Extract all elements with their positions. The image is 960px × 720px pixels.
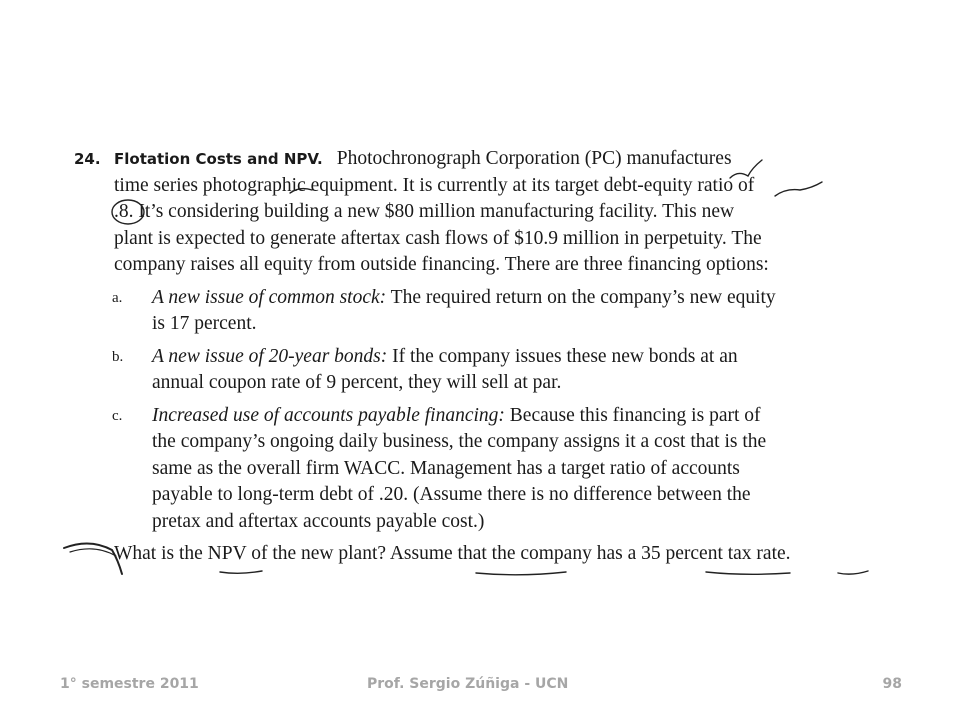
intro-line-1: time series photographic equipment. It is currently at its target debt-equity ratio of xyxy=(114,174,755,196)
intro-line-3: plant is expected to generate aftertax cash flows of $10.9 million in perpetuity. The xyxy=(114,227,762,249)
option-b-line-0: If the company issues these new bonds at an xyxy=(387,345,738,367)
footer-semester: 1° semestre 2011 xyxy=(60,676,199,692)
option-c-line-0: Because this financing is part of xyxy=(504,404,761,426)
option-c xyxy=(74,403,894,536)
option-b xyxy=(74,344,894,397)
underline-that-the xyxy=(476,572,566,575)
problem-title: Flotation Costs and NPV. xyxy=(114,150,323,168)
option-c-line-4: pretax and aftertax accounts payable cost.) xyxy=(152,510,485,532)
option-a xyxy=(74,285,894,338)
problem-number: 24. xyxy=(74,150,101,168)
option-a-line-0: The required return on the company’s new equity xyxy=(386,286,776,308)
footer-author: Prof. Sergio Zúñiga - UCN xyxy=(367,676,569,692)
option-a-letter: a. xyxy=(112,289,123,306)
intro-line-2: .8. It’s considering building a new $80 million manufacturing facility. This new xyxy=(114,201,735,222)
option-b-line-1: annual coupon rate of 9 percent, they will sell at par. xyxy=(152,372,562,393)
intro-line-0: Photochronograph Corporation (PC) manufactures xyxy=(336,148,732,169)
option-a-label: A new issue of common stock: xyxy=(152,286,387,308)
option-c-label: Increased use of accounts payable financing: xyxy=(152,404,505,426)
option-b-letter: b. xyxy=(112,348,124,365)
option-c-line-2: same as the overall firm WACC. Management has a target ratio of accounts xyxy=(152,457,740,479)
underline-35 xyxy=(706,572,790,574)
footer xyxy=(0,676,960,700)
problem-24 xyxy=(74,146,894,568)
intro-line-4: company raises all equity from outside financing. There are three financing options: xyxy=(114,254,769,275)
problem-heading-line xyxy=(74,146,894,173)
option-a-line-1: is 17 percent. xyxy=(152,313,257,334)
question-line: What is the NPV of the new plant? Assume that the company has a 35 percent tax rate. xyxy=(114,543,791,564)
option-c-letter: c. xyxy=(112,407,123,424)
option-b-label: A new issue of 20-year bonds: xyxy=(152,345,388,367)
option-c-line-1: the company’s ongoing daily business, the company assigns it a cost that is the xyxy=(152,431,767,452)
option-c-line-3: payable to long-term debt of .20. (Assume there is no difference between the xyxy=(152,484,751,505)
footer-page-number: 98 xyxy=(882,676,902,692)
underline-rate xyxy=(838,571,868,574)
underline-npv xyxy=(220,571,262,573)
